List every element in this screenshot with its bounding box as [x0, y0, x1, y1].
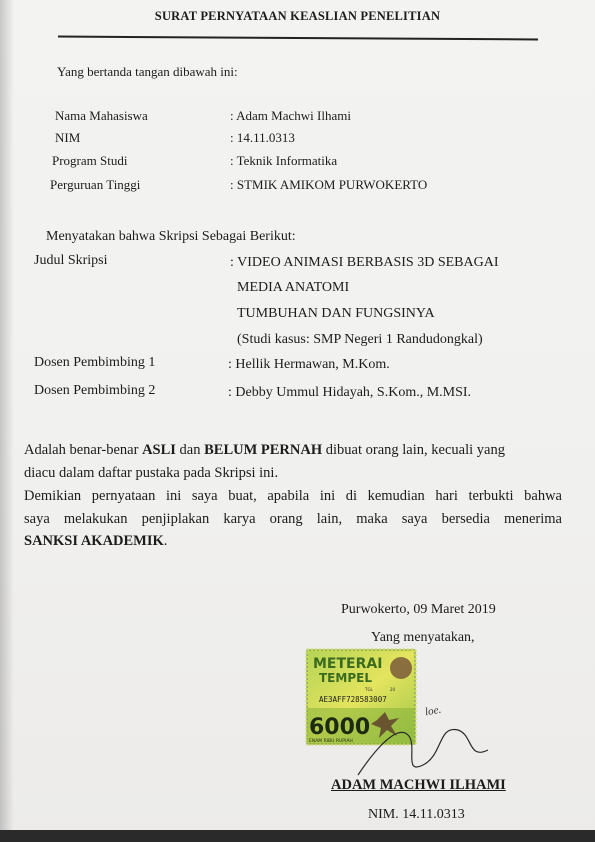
identity-value-program: : Teknik Informatika [230, 153, 338, 168]
supervisor-2-label: Dosen Pembimbing 2 [34, 383, 156, 398]
declaration-line-3: SANKSI AKADEMIK. [24, 533, 168, 549]
originality-paragraph [24, 439, 562, 484]
supervisor-2-value: : Debby Ummul Hidayah, S.Kom., M.MSI. [228, 385, 472, 400]
thesis-case-study: (Studi kasus: SMP Negeri 1 Randudongkal) [237, 332, 483, 347]
handwritten-signature [348, 705, 498, 785]
identity-label-name: Nama Mahasiswa [55, 108, 148, 123]
thesis-title-line-1: : VIDEO ANIMASI BERBASIS 3D SEBAGAI [230, 255, 499, 270]
stamp-title-text: METERAI [313, 656, 383, 672]
identity-label-university: Perguruan Tinggi [50, 177, 141, 192]
signer-role: Yang menyatakan, [371, 630, 475, 645]
stamp-tgl-text: TGL [365, 687, 373, 692]
declaration-paragraph [24, 485, 562, 553]
supervisor-1-label: Dosen Pembimbing 1 [34, 355, 156, 370]
statement-intro: Menyatakan bahwa Skripsi Sebagai Berikut: [46, 229, 296, 244]
page-bottom-edge [0, 830, 595, 842]
thesis-title-line-3: TUMBUHAN DAN FUNGSINYA [237, 306, 435, 321]
thesis-title-line-2: MEDIA ANATOMI [237, 280, 350, 295]
signer-name: ADAM MACHWI ILHAMI [331, 777, 506, 793]
title-underline [58, 36, 538, 41]
identity-value-name: : Adam Machwi Ilhami [230, 108, 351, 123]
supervisor-1-value: : Hellik Hermawan, M.Kom. [228, 357, 390, 372]
identity-label-nim: NIM [55, 130, 81, 145]
sanksi-emphasis: SANKSI AKADEMIK [24, 533, 164, 549]
signature-initials: loe. [424, 703, 443, 719]
signer-nim: NIM. 14.11.0313 [368, 807, 465, 822]
originality-line-2: diacu dalam daftar pustaka pada Skripsi ini. [24, 464, 279, 481]
thesis-label: Judul Skripsi [34, 253, 108, 268]
declaration-line-2: saya melakukan penjiplakan karya orang lain, maka saya bersedia menerima [24, 510, 562, 527]
stamp-year-text: 20 [390, 687, 396, 692]
belum-pernah-emphasis: BELUM PERNAH [204, 442, 323, 458]
declaration-line-1: Demikian pernyataan ini saya buat, apabila ini di kemudian hari terbukti bahwa [24, 488, 562, 504]
originality-line-1: Adalah benar-benar ASLI dan BELUM PERNAH dibuat orang lain, kecuali yang [24, 442, 505, 458]
page-shadow [0, 0, 14, 842]
stamp-code-text: AE3AFF728583007 [319, 695, 387, 704]
identity-value-nim: : 14.11.0313 [230, 130, 295, 145]
stamp-subtitle-text: TEMPEL [319, 671, 372, 685]
intro-text: Yang bertanda tangan dibawah ini: [57, 64, 238, 79]
identity-label-program: Program Studi [52, 153, 128, 168]
asli-emphasis: ASLI [142, 442, 176, 458]
document-title: SURAT PERNYATAAN KEASLIAN PENELITIAN [154, 9, 441, 23]
place-date: Purwokerto, 09 Maret 2019 [341, 602, 496, 617]
stamp-amount-words: ENAM RIBU RUPIAH [309, 739, 353, 744]
stamp-amount-text: 6000 [309, 715, 371, 740]
identity-value-university: : STMIK AMIKOM PURWOKERTO [230, 177, 428, 192]
